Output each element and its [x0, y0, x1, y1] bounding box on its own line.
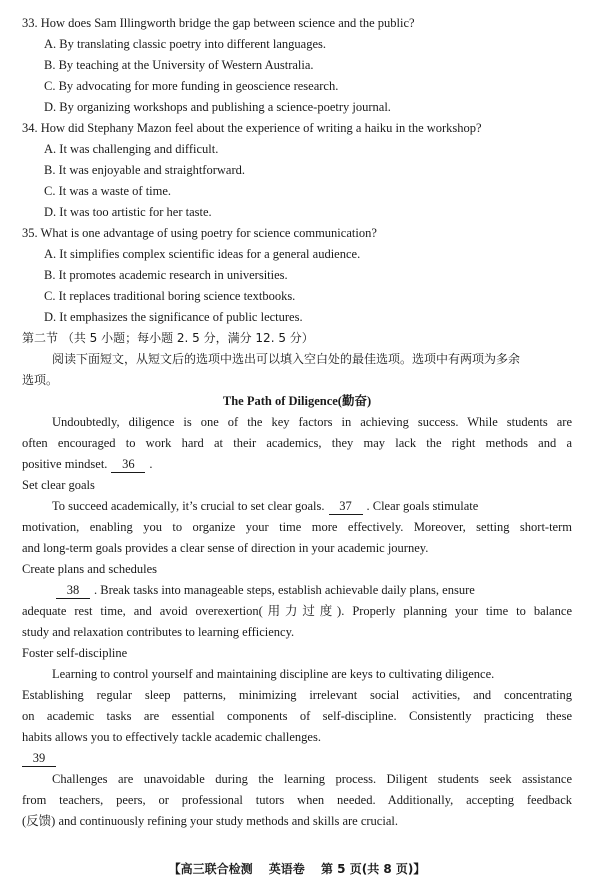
question-35-option-c: C. It replaces traditional boring science textbooks. [44, 289, 296, 303]
blank-37: 37 [329, 498, 363, 515]
passage-paragraph-line: on academic tasks are essential components of self-discipline. Consistently practicing these [22, 709, 572, 723]
passage-paragraph-line: often encouraged to work hard at their academics, they may lack the right methods and a [22, 436, 572, 450]
passage-paragraph-line: and long-term goals provides a clear sense of direction in your academic journey. [22, 541, 429, 555]
question-35-option-d: D. It emphasizes the significance of public lectures. [44, 310, 303, 324]
passage-text: . Break tasks into manageable steps, establish achievable daily plans, ensure [94, 583, 475, 597]
blank-36: 36 [111, 456, 145, 473]
question-34-option-d: D. It was too artistic for her taste. [44, 205, 212, 219]
question-35-option-a: A. It simplifies complex scientific ideas for a general audience. [44, 247, 361, 261]
passage-paragraph-line: habits allows you to effectively tackle academic challenges. [22, 730, 321, 744]
passage-paragraph-line: from teachers, peers, or professional tutors when needed. Additionally, accepting feedback [22, 793, 572, 807]
passage-paragraph-line: (反馈) and continuously refining your study methods and skills are crucial. [22, 814, 398, 828]
question-33-option-d: D. By organizing workshops and publishing a science-poetry journal. [44, 100, 391, 114]
question-34-option-c: C. It was a waste of time. [44, 184, 172, 198]
subheading-create-plans: Create plans and schedules [22, 562, 158, 576]
page-footer [0, 860, 594, 877]
question-33-option-a: A. By translating classic poetry into different languages. [44, 37, 326, 51]
question-35-option-b: B. It promotes academic research in universities. [44, 268, 288, 282]
question-33-option-c: C. By advocating for more funding in geoscience research. [44, 79, 339, 93]
passage-paragraph-line [22, 496, 572, 517]
footer-subject: 英语卷 [268, 862, 305, 876]
question-34-stem: 34. How did Stephany Mazon feel about the experience of writing a haiku in the workshop? [22, 121, 482, 135]
passage-text: positive mindset. [22, 457, 108, 471]
passage-paragraph-line: Undoubtedly, diligence is one of the key factors in achieving success. While students are [52, 415, 572, 429]
question-34-option-b: B. It was enjoyable and straightforward. [44, 163, 245, 177]
subheading-foster-self-discipline: Foster self-discipline [22, 646, 128, 660]
question-35-stem: 35. What is one advantage of using poetry for science communication? [22, 226, 377, 240]
footer-page-number: 第 5 页(共 8 页)】 [321, 862, 426, 876]
passage-paragraph-line: motivation, enabling you to organize your time more effectively. Moreover, setting short-term [22, 520, 572, 534]
blank-39: 39 [22, 750, 56, 767]
section-instructions-continued: 选项。 [22, 373, 59, 387]
passage-paragraph-line: Establishing regular sleep patterns, minimizing irrelevant social activities, and concentrating [22, 688, 572, 702]
section-instructions: 阅读下面短文，从短文后的选项中选出可以填入空白处的最佳选项。选项中有两项为多余 [52, 352, 521, 366]
passage-text: . Clear goals stimulate [366, 499, 479, 513]
passage-paragraph-line: adequate rest time, and avoid overexertion(用力过度). Properly planning your time to balance [22, 604, 572, 618]
question-33-option-b: B. By teaching at the University of Western Australia. [44, 58, 314, 72]
passage-paragraph-line: Learning to control yourself and maintaining discipline are keys to cultivating diligence. [52, 667, 495, 681]
question-34-option-a: A. It was challenging and difficult. [44, 142, 219, 156]
passage-paragraph-line: positive mindset. 36 . [22, 457, 153, 471]
footer-exam-name: 【高三联合检测 [168, 862, 253, 876]
blank-38: 38 [56, 582, 90, 599]
question-33-stem: 33. How does Sam Illingworth bridge the gap between science and the public? [22, 16, 415, 30]
blank-39-line [22, 748, 572, 769]
passage-paragraph-line: study and relaxation contributes to learning efficiency. [22, 625, 295, 639]
subheading-set-clear-goals: Set clear goals [22, 478, 95, 492]
passage-paragraph-line: Challenges are unavoidable during the learning process. Diligent students seek assistance [52, 772, 572, 786]
passage-text: To succeed academically, it’s crucial to set clear goals. [52, 499, 325, 513]
passage-paragraph-line [22, 580, 572, 601]
passage-title: The Path of Diligence(勤奋) [222, 394, 372, 408]
section-heading: 第二节 （共 5 小题；每小题 2. 5 分，满分 12. 5 分） [22, 331, 314, 345]
